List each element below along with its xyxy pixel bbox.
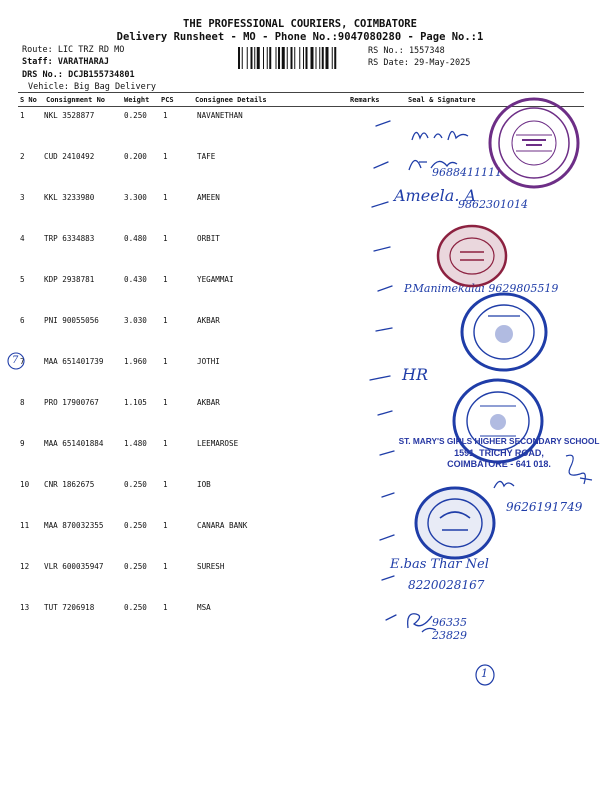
row-consignee: AKBAR bbox=[197, 398, 220, 407]
staff-label: Staff: bbox=[22, 57, 53, 67]
row-consignee: TAFE bbox=[197, 152, 216, 161]
row7-circle-number: 7 bbox=[12, 355, 19, 366]
remark-tick bbox=[386, 615, 396, 620]
row-sno: 2 bbox=[20, 152, 25, 161]
col-header-consignee: Consignee Details bbox=[195, 96, 267, 104]
rs-date: RS Date: 29-May-2025 bbox=[368, 58, 471, 68]
remark-tick bbox=[374, 162, 388, 168]
row-sno: 11 bbox=[20, 521, 30, 530]
row-consignee: CANARA BANK bbox=[197, 521, 248, 530]
row3-handwritten-number: 9862301014 bbox=[458, 198, 528, 211]
row-pcs: 1 bbox=[163, 439, 168, 448]
row-weight: 0.250 bbox=[124, 111, 147, 120]
row-consignment: MAA 651401884 bbox=[44, 439, 104, 448]
header-top-rule bbox=[18, 92, 584, 93]
row-consignee: AKBAR bbox=[197, 316, 220, 325]
row-consignment: PNI 90055056 bbox=[44, 316, 99, 325]
col-header-pcs: PCS bbox=[161, 96, 174, 104]
runsheet-title: Delivery Runsheet - MO - Phone No.:9047080280 - Page No.:1 bbox=[116, 31, 484, 43]
row-consignment: TUT 7206918 bbox=[44, 603, 95, 612]
remark-tick bbox=[374, 247, 390, 251]
row5-handwritten-text: P.Manimekalai 9629805519 bbox=[404, 282, 559, 295]
row-consignment: MAA 870032355 bbox=[44, 521, 104, 530]
row12-handwritten-number: 8220028167 bbox=[408, 578, 485, 592]
staff-line bbox=[22, 57, 109, 67]
col-header-consignment: Consignment No bbox=[46, 96, 106, 104]
rs-number: RS No.: 1557348 bbox=[368, 46, 445, 56]
route-line: Route: LIC TRZ RD MO bbox=[22, 45, 125, 55]
row-consignment: CUD 2410492 bbox=[44, 152, 95, 161]
row-consignment: TRP 6334883 bbox=[44, 234, 95, 243]
row-weight: 0.430 bbox=[124, 275, 147, 284]
row-consignment: PRO 17900767 bbox=[44, 398, 99, 407]
page-circle-number: 1 bbox=[481, 667, 488, 680]
school-stamp-line3: COIMBATORE - 641 018. bbox=[447, 459, 551, 469]
row7-handwritten-text: HR bbox=[402, 365, 428, 384]
drs-label: DRS No.: bbox=[22, 70, 63, 80]
row10-handwritten-number: 9626191749 bbox=[506, 500, 583, 514]
row-consignee: AMEEN bbox=[197, 193, 220, 202]
row-pcs: 1 bbox=[163, 521, 168, 530]
row-sno: 7 bbox=[20, 357, 25, 366]
row-sno: 6 bbox=[20, 316, 25, 325]
col-header-sno: S No bbox=[20, 96, 37, 104]
remark-tick bbox=[382, 576, 394, 580]
row-pcs: 1 bbox=[163, 193, 168, 202]
row-consignment: VLR 600035947 bbox=[44, 562, 104, 571]
row-pcs: 1 bbox=[163, 603, 168, 612]
row-pcs: 1 bbox=[163, 152, 168, 161]
col-header-remarks: Remarks bbox=[350, 96, 380, 104]
row-pcs: 1 bbox=[163, 562, 168, 571]
row-sno: 4 bbox=[20, 234, 25, 243]
row-pcs: 1 bbox=[163, 398, 168, 407]
school-stamp-line1: ST. MARY'S GIRLS HIGHER SECONDARY SCHOOL bbox=[398, 436, 600, 446]
signature-row9 bbox=[560, 448, 596, 492]
drs-line bbox=[22, 70, 135, 80]
row13-handwritten-number: 96335 23829 bbox=[432, 616, 467, 642]
row-weight: 0.250 bbox=[124, 562, 147, 571]
remark-tick bbox=[372, 202, 388, 207]
school-stamp-line2: 1591, TRICHY ROAD, bbox=[454, 448, 544, 458]
drs-value: DCJB155734801 bbox=[68, 70, 135, 80]
remark-tick bbox=[378, 286, 392, 291]
maroon-round-seal bbox=[426, 218, 518, 290]
row-consignee: SURESH bbox=[197, 562, 225, 571]
staff-value: VARATHARAJ bbox=[57, 57, 110, 67]
barcode-image bbox=[238, 47, 362, 69]
row-weight: 0.250 bbox=[124, 480, 147, 489]
row-sno: 3 bbox=[20, 193, 25, 202]
row-pcs: 1 bbox=[163, 234, 168, 243]
row-consignee: JOTHI bbox=[197, 357, 220, 366]
row-sno: 10 bbox=[20, 480, 30, 489]
row-weight: 3.300 bbox=[124, 193, 147, 202]
row-sno: 8 bbox=[20, 398, 25, 407]
row-consignee: ORBIT bbox=[197, 234, 220, 243]
row-consignment: CNR 1862675 bbox=[44, 480, 95, 489]
remark-tick bbox=[382, 493, 394, 497]
col-header-signature: Seal & Signature bbox=[408, 96, 476, 104]
row-sno: 12 bbox=[20, 562, 30, 571]
company-round-seal-purple bbox=[486, 95, 582, 191]
vehicle-line: Vehicle: Big Bag Delivery bbox=[28, 82, 156, 92]
remark-tick bbox=[376, 328, 392, 331]
row-weight: 1.480 bbox=[124, 439, 147, 448]
remark-tick bbox=[376, 121, 390, 126]
row12-handwritten-name: E.bas Thar Nel bbox=[390, 557, 489, 572]
row-pcs: 1 bbox=[163, 316, 168, 325]
row-weight: 3.030 bbox=[124, 316, 147, 325]
row-sno: 9 bbox=[20, 439, 25, 448]
row-consignee: MSA bbox=[197, 603, 211, 612]
row-weight: 0.250 bbox=[124, 521, 147, 530]
row-pcs: 1 bbox=[163, 111, 168, 120]
row3-handwritten-name: Ameela. A bbox=[394, 186, 477, 205]
company-title: THE PROFESSIONAL COURIERS, COIMBATORE bbox=[183, 18, 417, 30]
remark-tick bbox=[378, 411, 392, 415]
row-consignment: KDP 2938781 bbox=[44, 275, 95, 284]
row-weight: 0.200 bbox=[124, 152, 147, 161]
row-consignee: IOB bbox=[197, 480, 211, 489]
row-sno: 13 bbox=[20, 603, 30, 612]
row-consignment: KKL 3233980 bbox=[44, 193, 95, 202]
canara-bank-seal bbox=[412, 484, 498, 562]
row-pcs: 1 bbox=[163, 357, 168, 366]
row-weight: 0.480 bbox=[124, 234, 147, 243]
row-consignee: NAVANETHAN bbox=[197, 111, 243, 120]
remark-tick bbox=[370, 376, 390, 380]
akbar-travels-seal-top bbox=[458, 290, 550, 374]
row-sno: 5 bbox=[20, 275, 25, 284]
row-weight: 0.250 bbox=[124, 603, 147, 612]
remark-tick bbox=[380, 535, 394, 540]
row-consignee: LEEMAROSE bbox=[197, 439, 239, 448]
signature-row1 bbox=[408, 120, 498, 150]
col-header-weight: Weight bbox=[124, 96, 150, 104]
row-pcs: 1 bbox=[163, 480, 168, 489]
row2-handwritten-number: 9688411111 bbox=[432, 166, 502, 179]
row-consignment: NKL 3528877 bbox=[44, 111, 95, 120]
row-pcs: 1 bbox=[163, 275, 168, 284]
row-sno: 1 bbox=[20, 111, 25, 120]
row-consignment: MAA 651401739 bbox=[44, 357, 104, 366]
row-consignee: YEGAMMAI bbox=[197, 275, 234, 284]
row-weight: 1.105 bbox=[124, 398, 147, 407]
row-weight: 1.960 bbox=[124, 357, 147, 366]
